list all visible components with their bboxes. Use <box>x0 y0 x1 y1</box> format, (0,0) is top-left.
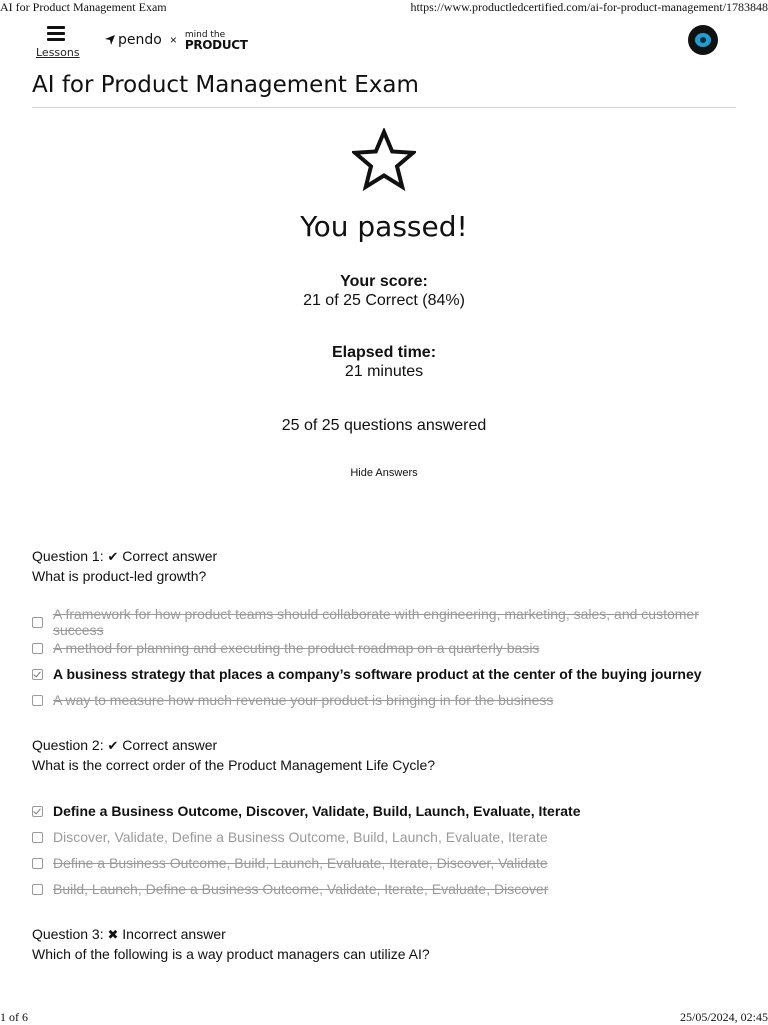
eye-icon <box>695 33 711 47</box>
checkbox[interactable] <box>32 643 43 654</box>
print-url: https://www.productledcertified.com/ai-for-product-management/1783848 <box>410 0 768 14</box>
lessons-label[interactable]: Lessons <box>36 46 80 59</box>
question-header <box>32 546 736 566</box>
checkbox[interactable] <box>32 617 43 628</box>
answer-option-text: Build, Launch, Define a Business Outcome, Validate, Iterate, Evaluate, Discover <box>53 881 549 897</box>
print-datetime: 25/05/2024, 02:45 <box>679 1010 768 1024</box>
question-status: Correct answer <box>122 737 218 753</box>
hide-answers-button[interactable]: Hide Answers <box>350 467 418 479</box>
score-value: 21 of 25 Correct (84%) <box>303 292 465 309</box>
checkmark-icon: ✔ <box>107 738 119 753</box>
question-number: Question 1: <box>32 548 104 564</box>
answer-option-text: Define a Business Outcome, Discover, Validate, Build, Launch, Evaluate, Iterate <box>53 803 581 819</box>
answer-option <box>32 606 736 638</box>
question-3 <box>32 924 736 964</box>
question-header <box>32 735 736 755</box>
hamburger-icon <box>47 26 65 41</box>
question-status: Incorrect answer <box>122 926 226 942</box>
partner-separator: × <box>169 33 177 47</box>
top-navigation <box>32 24 736 64</box>
result-headline: You passed! <box>300 210 468 243</box>
checkbox[interactable] <box>32 884 43 895</box>
print-footer <box>0 1009 768 1025</box>
cross-icon: ✖ <box>107 927 119 942</box>
answer-option <box>32 635 736 661</box>
checkbox[interactable] <box>32 832 43 843</box>
pendo-wordmark: pendo <box>118 32 162 48</box>
answer-option-text: A framework for how product teams should collaborate with engineering, marketing, sales, and customer success <box>53 606 699 638</box>
answer-option <box>32 687 736 713</box>
question-2 <box>32 735 736 902</box>
pendo-mark-icon <box>104 34 116 46</box>
partner-logos <box>104 30 248 50</box>
answer-option-text: A way to measure how much revenue your product is bringing in for the business <box>53 692 554 708</box>
checkmark-icon: ✔ <box>107 549 119 564</box>
star-icon <box>352 128 416 192</box>
elapsed-time-label: Elapsed time: <box>331 344 437 361</box>
question-text: Which of the following is a way product managers can utilize AI? <box>32 946 430 962</box>
exam-result-summary <box>0 128 768 481</box>
mtp-big-text: PRODUCT <box>184 38 248 52</box>
checkbox-checked[interactable] <box>32 669 43 680</box>
print-page-number: 1 of 6 <box>0 1010 28 1024</box>
questions-answered: 25 of 25 questions answered <box>281 417 487 434</box>
answer-option-text: Discover, Validate, Define a Business Outcome, Build, Launch, Evaluate, Iterate <box>53 829 548 845</box>
mind-the-product-logo <box>185 30 248 50</box>
answer-option <box>32 824 736 850</box>
answer-option-text: Define a Business Outcome, Build, Launch, Evaluate, Iterate, Discover, Validate <box>53 855 548 871</box>
question-list <box>32 546 736 987</box>
checkbox[interactable] <box>32 858 43 869</box>
answer-option <box>32 876 736 902</box>
pendo-logo <box>104 32 162 48</box>
lessons-menu-button[interactable] <box>36 26 80 59</box>
checkbox-checked[interactable] <box>32 806 43 817</box>
user-avatar[interactable] <box>688 25 718 55</box>
answer-option-selected <box>32 661 736 687</box>
page-title: AI for Product Management Exam <box>32 72 736 108</box>
mtp-small-text: mind the <box>184 30 226 40</box>
question-header <box>32 924 736 944</box>
question-number: Question 3: <box>32 926 104 942</box>
question-text: What is the correct order of the Product Management Life Cycle? <box>32 757 436 773</box>
answer-option-text: A method for planning and executing the product roadmap on a quarterly basis <box>53 640 540 656</box>
answer-option-text: A business strategy that places a company’s software product at the center of the buying journey <box>53 666 702 682</box>
answer-option-selected <box>32 798 736 824</box>
question-text: What is product-led growth? <box>32 568 207 584</box>
question-1 <box>32 546 736 713</box>
print-title: AI for Product Management Exam <box>0 0 167 14</box>
print-header <box>0 0 768 16</box>
score-label: Your score: <box>340 273 428 290</box>
question-number: Question 2: <box>32 737 104 753</box>
question-status: Correct answer <box>122 548 218 564</box>
checkbox[interactable] <box>32 695 43 706</box>
elapsed-time-value: 21 minutes <box>344 363 424 380</box>
answer-option <box>32 850 736 876</box>
